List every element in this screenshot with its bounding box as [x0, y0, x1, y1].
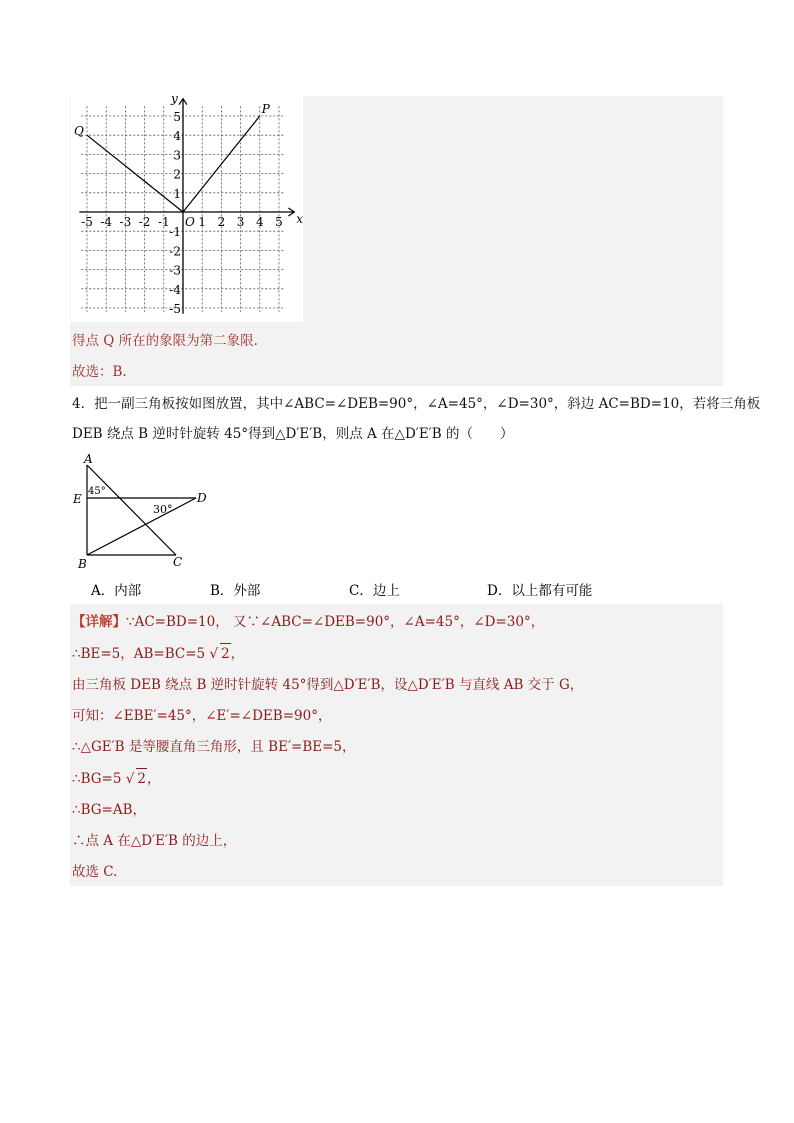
label-b: B — [78, 557, 87, 571]
x-tick-label: -4 — [100, 215, 113, 229]
x-tick-label: -3 — [119, 215, 132, 229]
label-a: A — [84, 452, 93, 466]
solution-line-6-pre: ∴BG=5 — [72, 771, 122, 787]
solution-line-6-post: ， — [146, 771, 161, 787]
x-tick-label: 1 — [198, 215, 207, 229]
x-tick-label: 2 — [217, 215, 226, 229]
answer-line: 故选：B. — [72, 364, 127, 380]
solution-line-8: ∴点 A 在△D′E′B 的边上， — [72, 833, 237, 849]
question-line-1: 4．把一副三角板按如图放置，其中∠ABC=∠DEB=90°，∠A=45°，∠D=30°，斜边 AC=BD=10，若将三角板 — [72, 396, 761, 412]
y-axis-label: y — [171, 96, 178, 106]
triangle-figure — [70, 452, 210, 572]
question-line-2: DEB 绕点 B 逆时针旋转 45°得到△D′E′B，则点 A 在△D′E′B 的（ ） — [72, 426, 514, 442]
y-tick-label: -1 — [169, 225, 181, 240]
label-c: C — [173, 555, 183, 569]
solution-line-7: ∴BG=AB， — [72, 802, 147, 818]
solution-line-2-post: ， — [230, 646, 245, 662]
point-q-label: Q — [74, 124, 84, 139]
solution-line-4: 可知：∠EBE′=45°，∠E′=∠DEB=90°， — [72, 708, 332, 724]
solution-line-1-text: ∵AC=BD=10， 又∵∠ABC=∠DEB=90°，∠A=45°，∠D=30°， — [126, 614, 545, 630]
solution-line-9: 故选 C. — [72, 864, 118, 880]
sqrt-symbol: √ — [209, 646, 219, 662]
y-tick-label: -5 — [169, 302, 181, 316]
x-tick-label: -2 — [138, 215, 151, 229]
option-b: B．外部 — [210, 583, 261, 599]
angle-30-label: 30° — [153, 503, 173, 516]
y-tick-label: 5 — [173, 110, 181, 124]
solution-line-6 — [72, 768, 160, 789]
x-tick-label: 4 — [255, 215, 264, 229]
solution-line-3: 由三角板 DEB 绕点 B 逆时针旋转 45°得到△D′E′B，设△D′E′B 与直线 AB 交于 G， — [72, 677, 584, 693]
solution-line-1 — [72, 612, 544, 632]
conclusion-line: 得点 Q 所在的象限为第二象限. — [72, 333, 258, 349]
y-tick-label: 2 — [173, 167, 181, 182]
sqrt-radicand: 2 — [220, 643, 231, 664]
solution-line-5: ∴△GE′B 是等腰直角三角形，且 BE′=BE=5， — [72, 739, 356, 755]
y-tick-label: 1 — [173, 186, 181, 201]
y-tick-label: 4 — [173, 129, 181, 144]
option-d: D．以上都有可能 — [487, 583, 593, 599]
x-tick-label: 3 — [236, 215, 245, 229]
sqrt-symbol: √ — [125, 771, 135, 787]
label-d: D — [197, 491, 207, 505]
y-tick-label: -4 — [169, 282, 181, 297]
label-e: E — [73, 492, 82, 506]
option-a: A．内部 — [91, 583, 142, 599]
x-tick-label: -1 — [157, 215, 170, 229]
x-tick-label: 5 — [275, 215, 283, 229]
option-c: C．边上 — [349, 583, 400, 599]
coordinate-graph — [71, 96, 303, 322]
y-tick-label: -3 — [169, 263, 181, 278]
point-p-label: P — [261, 102, 270, 116]
y-tick-label: 3 — [173, 148, 181, 163]
x-tick-label: -5 — [81, 215, 93, 229]
sqrt-radicand: 2 — [136, 768, 147, 789]
origin-label: O — [185, 215, 195, 229]
triangle-svg — [70, 452, 210, 572]
graph-svg — [71, 96, 303, 322]
solution-tag: 【详解】 — [72, 614, 126, 630]
line-op — [183, 116, 260, 212]
y-tick-label: -2 — [169, 244, 181, 259]
solution-line-2-pre: ∴BE=5，AB=BC=5 — [72, 646, 206, 662]
x-axis-label: x — [296, 212, 303, 226]
solution-line-2 — [72, 643, 244, 664]
angle-45-label: 45° — [88, 486, 106, 497]
